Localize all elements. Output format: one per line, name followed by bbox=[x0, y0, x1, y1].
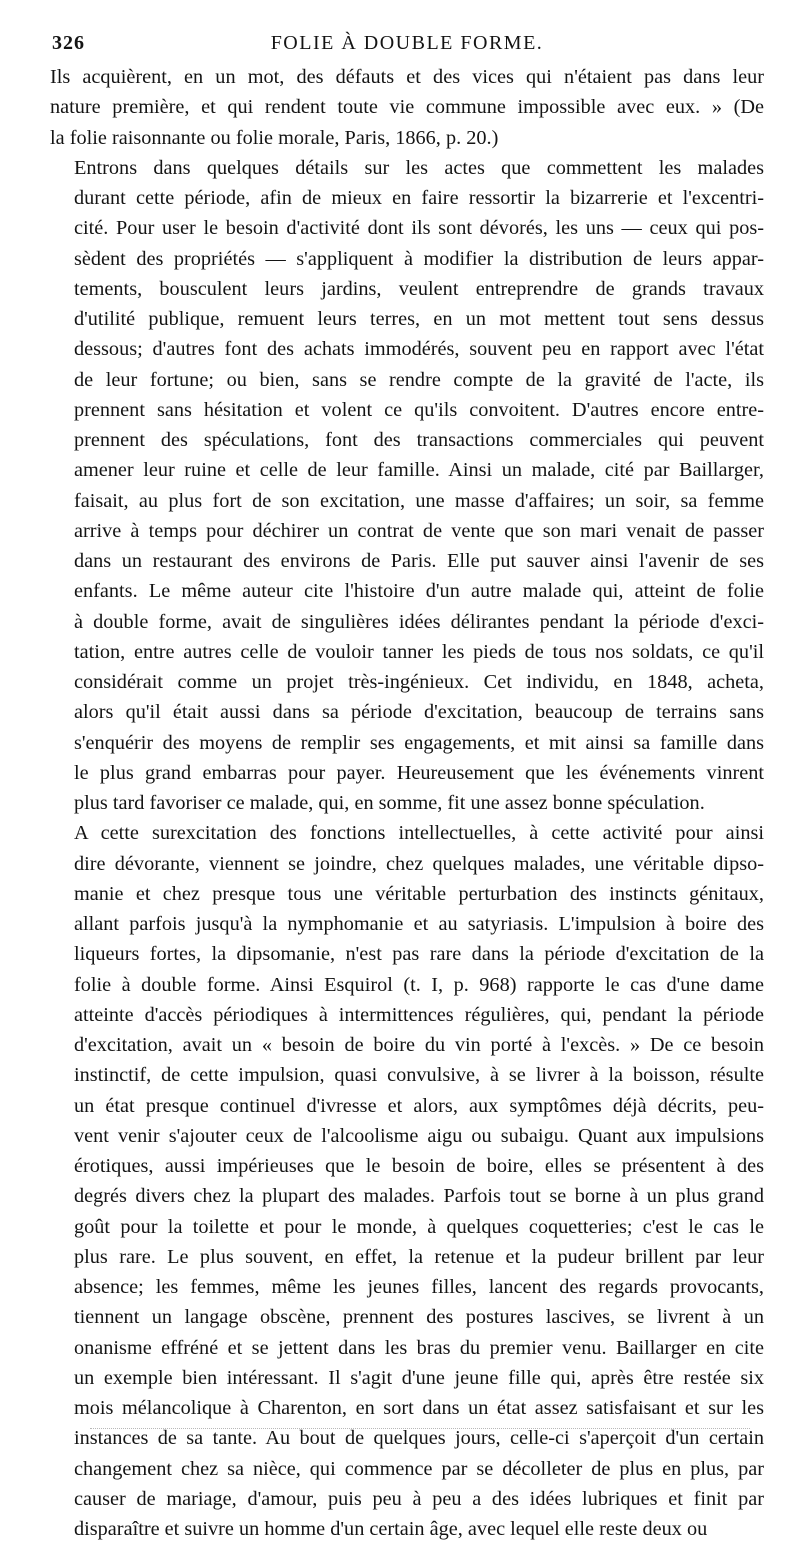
page-number: 326 bbox=[52, 32, 85, 54]
text-line: sèdent des propriétés — s'appliquent à modifier la distribution de leurs appar- bbox=[74, 247, 764, 270]
text-line: plus rare. Le plus souvent, en effet, la retenue et la pudeur brillent par leur bbox=[74, 1245, 764, 1268]
text-line: arrive à temps pour déchirer un contrat de vente que son mari venait de passer bbox=[74, 519, 764, 542]
text-line: à double forme, avait de singulières idées délirantes pendant la période d'exci- bbox=[74, 610, 764, 633]
text-line: absence; les femmes, même les jeunes filles, lancent des regards provocants, bbox=[74, 1276, 764, 1298]
text-line: considérait comme un projet très-ingénieux. Cet individu, en 1848, acheta, bbox=[74, 671, 764, 693]
text-line: prennent sans hésitation et volent ce qu'ils convoitent. D'autres encore entre- bbox=[74, 398, 764, 421]
text-line: le plus grand embarras pour payer. Heureusement que les événements vinrent bbox=[74, 761, 764, 784]
text-line: allant parfois jusqu'à la nymphomanie et au satyriasis. L'impulsion à boire des bbox=[74, 913, 764, 935]
paragraph-1 bbox=[50, 62, 764, 153]
text-line: faisait, au plus fort de son excitation, une masse d'affaires; un soir, sa femme bbox=[74, 489, 764, 512]
text-line: liqueurs fortes, la dipsomanie, n'est pas rare dans la période d'excitation de la bbox=[74, 943, 764, 966]
text-line: onanisme effréné et se jettent dans les bras du premier venu. Baillarger en cite bbox=[74, 1336, 764, 1359]
text-line: d'utilité publique, remuent leurs terres, en un mot mettent tout sens dessus bbox=[74, 308, 764, 330]
text-line: la folie raisonnante ou folie morale, Paris, 1866, p. 20.) bbox=[50, 126, 499, 149]
text-line: dire dévorante, viennent se joindre, chez quelques malades, une véritable dipso- bbox=[74, 852, 764, 875]
text-line: de leur fortune; ou bien, sans se rendre compte de la gravité de l'acte, ils bbox=[74, 368, 764, 391]
text-line: Entrons dans quelques détails sur les actes que commettent les malades bbox=[74, 156, 764, 179]
page-header bbox=[52, 30, 762, 56]
text-line: amener leur ruine et celle de leur famille. Ainsi un malade, cité par Baillarger, bbox=[74, 459, 764, 482]
text-line: vent venir s'ajouter ceux de l'alcoolisme aigu ou subaigu. Quant aux impulsions bbox=[74, 1124, 764, 1147]
text-line: changement chez sa nièce, qui commence par se décolleter de plus en plus, par bbox=[74, 1457, 764, 1480]
text-line: tation, entre autres celle de vouloir tanner les pieds de tous nos soldats, ce qu'il bbox=[74, 640, 764, 663]
text-line: instinctif, de cette impulsion, quasi convulsive, à se livrer à la boisson, résulte bbox=[74, 1064, 764, 1087]
running-title: FOLIE À DOUBLE FORME. bbox=[270, 32, 544, 54]
text-line: alors qu'il était aussi dans sa période d'excitation, beaucoup de terrains sans bbox=[74, 701, 764, 724]
text-line: causer de mariage, d'amour, puis peu à peu a des idées lubriques et finit par bbox=[74, 1487, 764, 1510]
paragraph-2 bbox=[50, 153, 764, 819]
text-line: plus tard favoriser ce malade, qui, en somme, fit une assez bonne spéculation. bbox=[74, 792, 705, 814]
text-line: d'excitation, avait un « besoin de boire du vin porté à l'excès. » De ce besoin bbox=[74, 1034, 764, 1056]
text-line: érotiques, aussi impérieuses que le besoin de boire, elles se présentent à des bbox=[74, 1155, 764, 1177]
text-line: tiennent un langage obscène, prennent des postures lascives, se livrent à un bbox=[74, 1306, 764, 1329]
text-line: s'enquérir des moyens de remplir ses engagements, et mit ainsi sa famille dans bbox=[74, 731, 764, 754]
text-line: durant cette période, afin de mieux en faire ressortir la bizarrerie et l'excentri- bbox=[74, 187, 764, 209]
text-line: cité. Pour user le besoin d'activité dont ils sont dévorés, les uns — ceux qui pos- bbox=[74, 217, 764, 240]
text-line: un exemple bien intéressant. Il s'agit d'une jeune fille qui, après être restée six bbox=[74, 1366, 764, 1389]
text-line: instances de sa tante. Au bout de quelques jours, celle-ci s'aperçoit d'un certain bbox=[74, 1427, 764, 1450]
text-line: mois mélancolique à Charenton, en sort dans un état assez satisfaisant et sur les bbox=[74, 1397, 764, 1419]
footer-dotted-rule bbox=[90, 1428, 750, 1429]
text-line: tements, bousculent leurs jardins, veulent entreprendre de grands travaux bbox=[74, 277, 764, 300]
text-line: dessous; d'autres font des achats immodérés, souvent peu en rapport avec l'état bbox=[74, 338, 764, 361]
text-line: manie et chez presque tous une véritable perturbation des instincts génitaux, bbox=[74, 882, 764, 905]
body-text bbox=[50, 62, 764, 1544]
text-line: disparaître et suivre un homme d'un certain âge, avec lequel elle reste deux ou bbox=[74, 1518, 708, 1540]
text-line: dans un restaurant des environs de Paris. Elle put sauver ainsi l'avenir de ses bbox=[74, 550, 764, 572]
text-line: folie à double forme. Ainsi Esquirol (t. I, p. 968) rapporte le cas d'une dame bbox=[74, 973, 764, 996]
text-line: goût pour la toilette et pour le monde, à quelques coquetteries; c'est le cas le bbox=[74, 1215, 764, 1238]
text-line: enfants. Le même auteur cite l'histoire d'un autre malade qui, atteint de folie bbox=[74, 580, 764, 603]
text-line: degrés divers chez la plupart des malades. Parfois tout se borne à un plus grand bbox=[74, 1185, 764, 1208]
text-line: atteinte d'accès périodiques à intermittences régulières, qui, pendant la période bbox=[74, 1003, 764, 1026]
text-line: Ils acquièrent, en un mot, des défauts et des vices qui n'étaient pas dans leur bbox=[50, 66, 764, 88]
text-line: un état presque continuel d'ivresse et alors, aux symptômes déjà décrits, peu- bbox=[74, 1094, 764, 1117]
paragraph-3 bbox=[50, 818, 764, 1544]
text-line: nature première, et qui rendent toute vie commune impossible avec eux. » (De bbox=[50, 96, 764, 119]
text-line: prennent des spéculations, font des transactions commerciales qui peuvent bbox=[74, 429, 764, 451]
text-line: A cette surexcitation des fonctions intellectuelles, à cette activité pour ainsi bbox=[74, 822, 764, 845]
